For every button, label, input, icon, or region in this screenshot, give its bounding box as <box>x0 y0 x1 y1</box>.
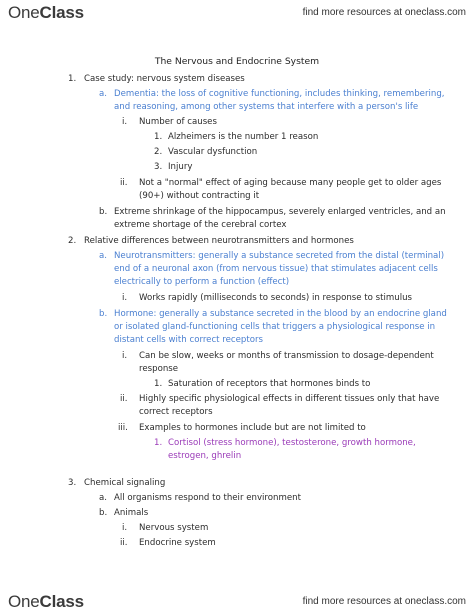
list-item: Animals <box>114 508 149 518</box>
list-item-line: extreme shortage of the cerebral cortex <box>114 220 287 230</box>
oneclass-logo[interactable] <box>8 3 84 23</box>
item-number: 1. <box>154 438 163 448</box>
header-tagline[interactable]: find more resources at oneclass.com <box>302 7 466 18</box>
list-item: Nervous system <box>139 523 209 533</box>
hormone-definition-line <box>114 309 447 320</box>
item-roman: i. <box>122 523 128 533</box>
list-item: Examples to hormones include but are not limited to <box>139 423 366 433</box>
term-hormone: Hormone: <box>114 309 157 319</box>
list-item-line: correct receptors <box>139 407 213 417</box>
term-neurotransmitters: Neurotransmitters: <box>114 251 196 261</box>
list-item-line: Can be slow, weeks or months of transmission to dosage-dependent <box>139 351 434 361</box>
item-letter: a. <box>99 251 107 261</box>
list-item: Injury <box>168 162 193 172</box>
logo-part-one: One <box>8 3 40 22</box>
list-item: Number of causes <box>139 117 217 127</box>
list-item: All organisms respond to their environment <box>114 493 301 503</box>
dementia-definition-line: Dementia: the loss of cognitive functioning, includes thinking, remembering, <box>114 89 445 99</box>
item-letter: b. <box>99 309 108 319</box>
definition-text: generally a substance secreted in the blood by an endocrine gland <box>156 309 447 319</box>
logo-part-class: Class <box>39 592 84 611</box>
hormone-examples-line: estrogen, ghrelin <box>168 451 242 461</box>
section-number: 1. <box>68 74 77 84</box>
neurotransmitter-definition-line <box>114 251 444 262</box>
neurotransmitter-definition-line: end of a neuronal axon (from nervous tissue) that stimulates adjacent cells <box>114 264 438 274</box>
section-number: 2. <box>68 236 77 246</box>
list-item-line: Not a "normal" effect of aging because many people get to older ages <box>139 178 442 188</box>
item-roman: i. <box>122 351 128 361</box>
section-heading: Relative differences between neurotransmitters and hormones <box>84 236 354 246</box>
footer-bar <box>0 589 474 613</box>
list-item: Saturation of receptors that hormones binds to <box>168 379 371 389</box>
neurotransmitter-definition-line: electrically to perform a function (effect) <box>114 277 290 287</box>
list-item: Alzheimers is the number 1 reason <box>168 132 319 142</box>
section-number: 3. <box>68 478 77 488</box>
list-item-line: Highly specific physiological effects in different tissues only that have <box>139 394 440 404</box>
item-letter: a. <box>99 493 107 503</box>
item-roman: iii. <box>118 423 128 433</box>
item-roman: i. <box>122 117 128 127</box>
header-bar <box>0 0 474 24</box>
item-roman: ii. <box>120 538 128 548</box>
oneclass-logo[interactable] <box>8 592 84 612</box>
item-roman: ii. <box>120 178 128 188</box>
logo-part-one: One <box>8 592 40 611</box>
list-item: Vascular dysfunction <box>168 147 258 157</box>
logo-part-class: Class <box>39 3 84 22</box>
item-number: 1. <box>154 379 163 389</box>
item-number: 3. <box>154 162 163 172</box>
hormone-definition-line: distant cells with correct receptors <box>114 335 264 345</box>
hormone-examples-line: Cortisol (stress hormone), testosterone, growth hormone, <box>168 438 416 448</box>
dementia-definition-line: and reasoning, among other systems that interfere with a person's life <box>114 102 419 112</box>
item-roman: ii. <box>120 394 128 404</box>
item-letter: a. <box>99 89 107 99</box>
document-title: The Nervous and Endocrine System <box>154 56 320 67</box>
item-number: 2. <box>154 147 163 157</box>
item-letter: b. <box>99 508 108 518</box>
list-item-line: (90+) without contracting it <box>139 191 260 201</box>
list-item-line: response <box>139 364 179 374</box>
section-heading: Case study: nervous system diseases <box>84 74 245 84</box>
list-item-line: Extreme shrinkage of the hippocampus, severely enlarged ventricles, and an <box>114 207 446 217</box>
section-heading: Chemical signaling <box>84 478 166 488</box>
list-item: Endocrine system <box>139 538 216 548</box>
item-letter: b. <box>99 207 108 217</box>
list-item: Works rapidly (milliseconds to seconds) in response to stimulus <box>139 293 413 303</box>
hormone-definition-line: or isolated gland-functioning cells that triggers a physiological response in <box>114 322 436 332</box>
item-roman: i. <box>122 293 128 303</box>
definition-text: generally a substance secreted from the distal (terminal) <box>195 251 445 261</box>
footer-tagline[interactable]: find more resources at oneclass.com <box>302 596 466 607</box>
item-number: 1. <box>154 132 163 142</box>
